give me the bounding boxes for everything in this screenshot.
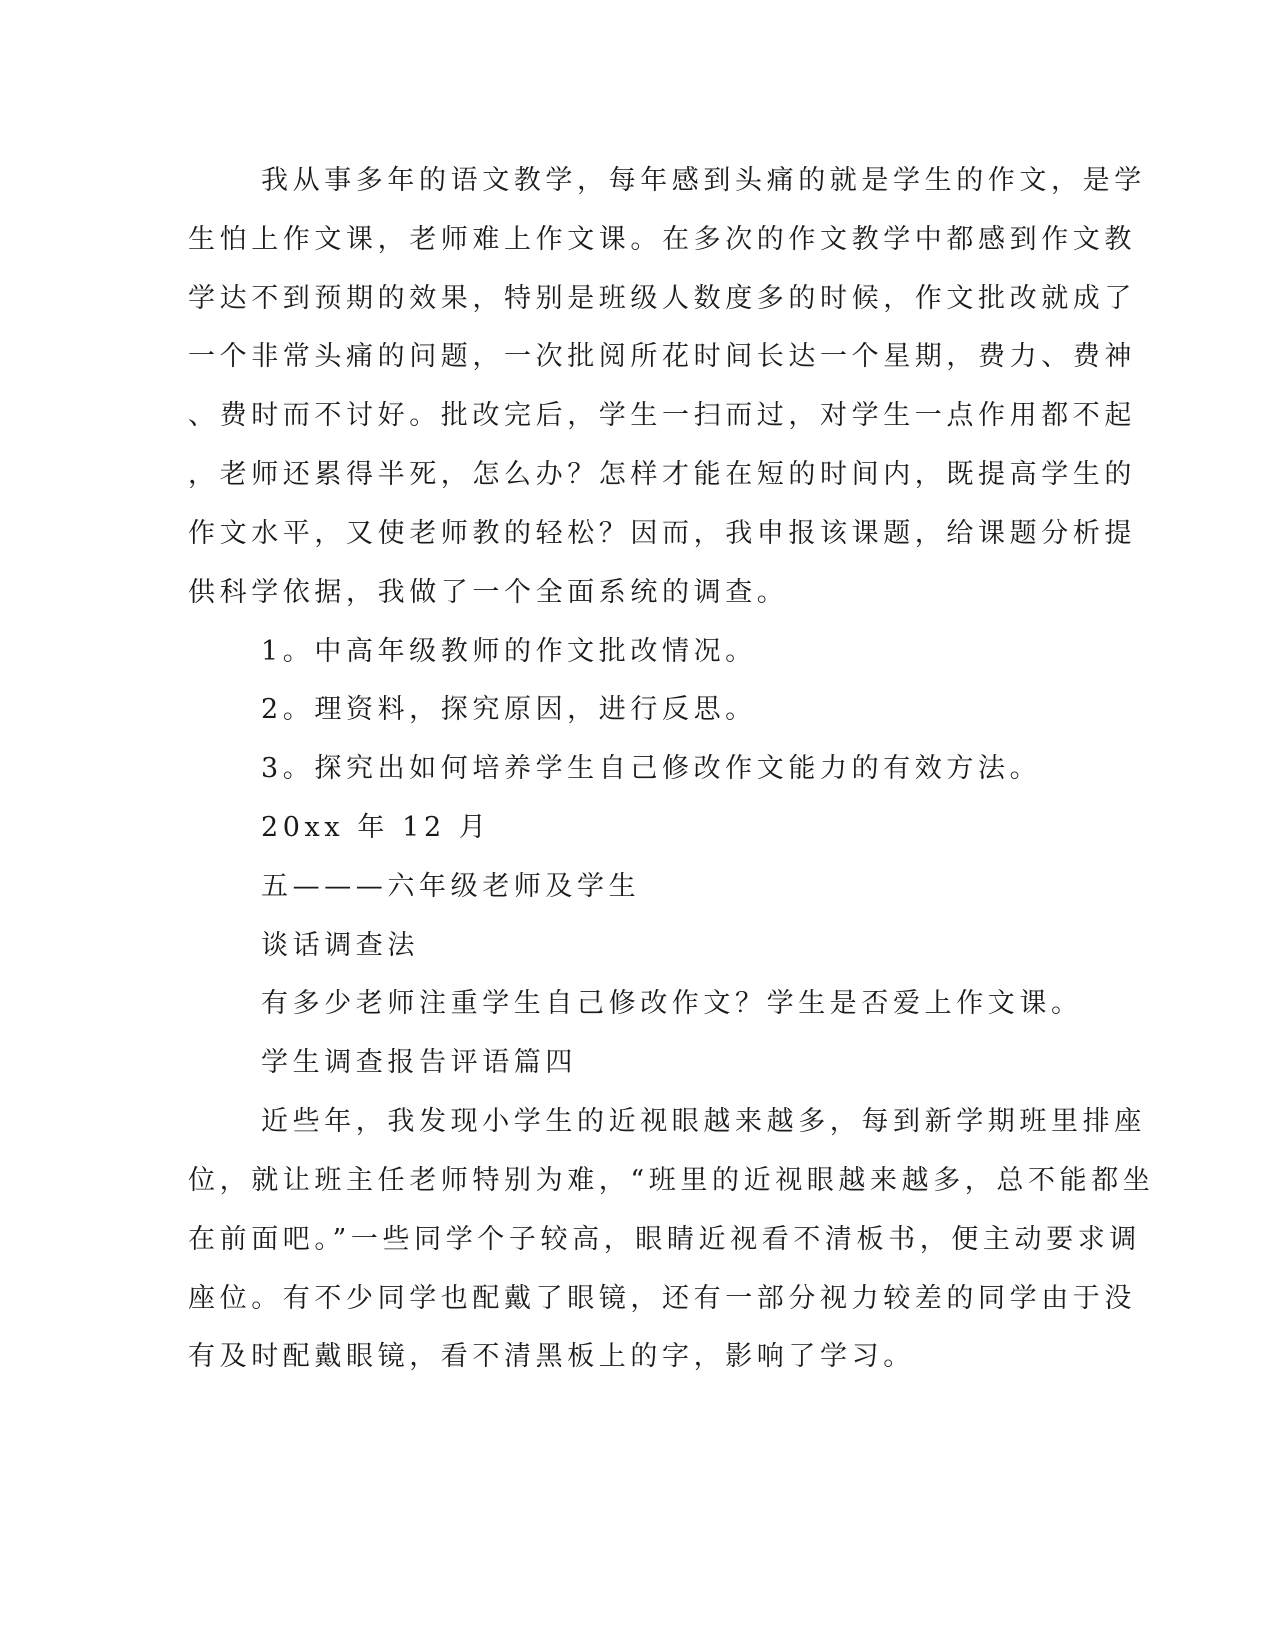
- date-line: 20xx 年 12 月: [261, 812, 491, 843]
- paragraph-line: 位，就让班主任老师特别为难，“班里的近视眼越来越多，总不能都坐: [188, 1165, 1155, 1196]
- question-line: 有多少老师注重学生自己修改作文？学生是否爱上作文课。: [261, 988, 1083, 1019]
- paragraph-line: 、费时而不讨好。批改完后，学生一扫而过，对学生一点作用都不起: [188, 400, 1136, 431]
- paragraph-line: 座位。有不少同学也配戴了眼镜，还有一部分视力较差的同学由于没: [188, 1283, 1136, 1314]
- paragraph-line: 在前面吧。”一些同学个子较高，眼睛近视看不清板书，便主动要求调: [188, 1224, 1141, 1255]
- target-line: 五———六年级老师及学生: [261, 871, 641, 902]
- paragraph-line: 学达不到预期的效果，特别是班级人数度多的时候，作文批改就成了: [188, 283, 1136, 314]
- paragraph-line: 有及时配戴眼镜，看不清黑板上的字，影响了学习。: [188, 1341, 915, 1372]
- list-item: 3。探究出如何培养学生自己修改作文能力的有效方法。: [261, 753, 1042, 784]
- paragraph-line: 作文水平，又使老师教的轻松？因而，我申报该课题，给课题分析提: [188, 518, 1136, 549]
- paragraph-line: 近些年，我发现小学生的近视眼越来越多，每到新学期班里排座: [261, 1106, 1146, 1137]
- paragraph-line: 一个非常头痛的问题，一次批阅所花时间长达一个星期，费力、费神: [188, 341, 1136, 372]
- method-line: 谈话调查法: [261, 930, 419, 961]
- list-item: 2。理资料，探究原因，进行反思。: [261, 694, 757, 725]
- paragraph-line: 供科学依据，我做了一个全面系统的调查。: [188, 577, 789, 608]
- section-heading: 学生调查报告评语篇四: [261, 1047, 577, 1078]
- paragraph-line: 我从事多年的语文教学，每年感到头痛的就是学生的作文，是学: [261, 165, 1146, 196]
- paragraph-line: ，老师还累得半死，怎么办？怎样才能在短的时间内，既提高学生的: [188, 459, 1136, 490]
- list-item: 1。中高年级教师的作文批改情况。: [261, 636, 757, 667]
- paragraph-line: 生怕上作文课，老师难上作文课。在多次的作文教学中都感到作文教: [188, 224, 1136, 255]
